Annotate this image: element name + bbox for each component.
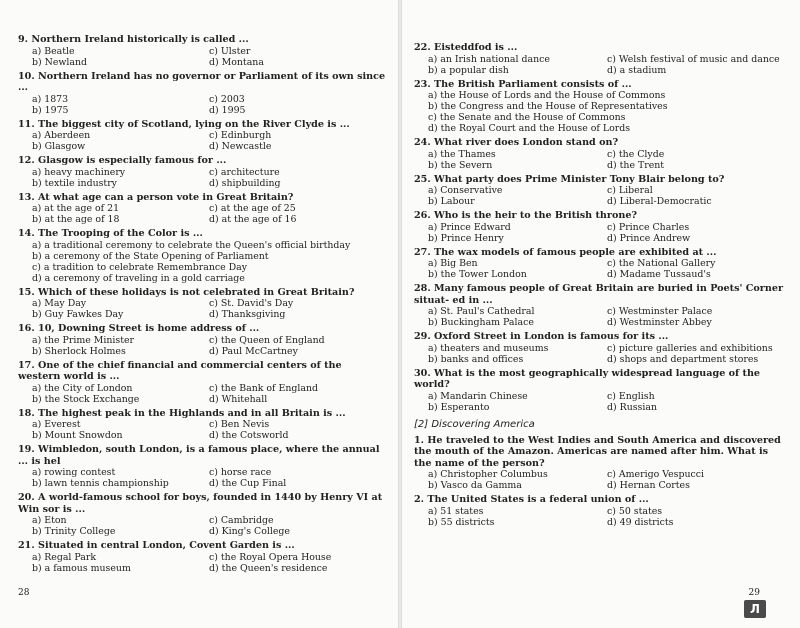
answer-options	[414, 149, 786, 171]
question-block	[414, 174, 786, 208]
answer-option: c) Welsh festival of music and dance	[607, 53, 780, 65]
question-block	[18, 323, 386, 357]
answer-option: c) at the age of 25	[209, 203, 296, 214]
answer-options	[414, 222, 786, 244]
answer-options	[18, 298, 386, 320]
answer-option: a) theaters and museums	[428, 342, 549, 354]
answer-option: d) Montana	[209, 56, 264, 68]
answer-options	[18, 383, 386, 405]
page-number-right: 29	[748, 588, 760, 598]
answer-options	[18, 94, 386, 116]
answer-option: c) St. David's Day	[209, 298, 294, 309]
answer-option: b) the Congress and the House of Representatives	[428, 101, 668, 112]
answer-option: d) shops and department stores	[607, 353, 759, 365]
answer-options	[18, 335, 386, 357]
question-block	[18, 408, 386, 442]
answer-options	[414, 391, 786, 413]
answer-options	[414, 90, 786, 134]
answer-option: a) Aberdeen	[32, 130, 91, 141]
answer-option: d) Whitehall	[209, 393, 268, 405]
answer-options	[18, 46, 386, 68]
answer-option: b) the Tower London	[428, 269, 527, 280]
answer-options	[414, 343, 786, 365]
answer-option: b) Mount Snowdon	[32, 430, 123, 441]
answer-option: a) heavy machinery	[32, 166, 126, 178]
answer-option: d) Liberal-Democratic	[607, 196, 712, 207]
answer-option: c) picture galleries and exhibitions	[607, 342, 773, 354]
question-text: 23. The British Parliament consists of ...	[414, 78, 632, 90]
answer-option: b) banks and offices	[428, 353, 524, 365]
answer-option: a) the Prime Minister	[32, 334, 135, 346]
answer-options	[414, 258, 786, 280]
answer-option: c) Liberal	[607, 185, 653, 196]
section-title: [2] Discovering America	[414, 418, 535, 430]
question-text: 16. 10, Downing Street is home address of ...	[18, 323, 260, 334]
answer-option: b) Sherlock Holmes	[32, 345, 126, 357]
question-block	[414, 283, 786, 328]
answer-option: b) Trinity College	[32, 526, 116, 537]
answer-option: a) the City of London	[32, 382, 133, 394]
answer-options	[18, 203, 386, 225]
answer-option: c) Ulster	[209, 45, 251, 57]
answer-option: a) an Irish national dance	[428, 53, 550, 65]
question-block	[18, 228, 386, 284]
answer-option: d) Westminster Abbey	[607, 317, 712, 328]
answer-option: c) Ben Nevis	[209, 419, 270, 430]
question-block	[18, 119, 386, 153]
answer-options	[414, 54, 786, 76]
answer-options	[414, 469, 786, 491]
question-block	[18, 71, 386, 116]
question-text: 30. What is the most geographically widespread language of the world?	[414, 367, 761, 390]
answer-option: d) the Trent	[607, 159, 665, 171]
question-block	[18, 192, 386, 226]
answer-option: a) Big Ben	[428, 258, 478, 269]
answer-option: a) rowing contest	[32, 467, 116, 478]
answer-option: b) 1975	[32, 104, 69, 116]
answer-option: a) St. Paul's Cathedral	[428, 306, 535, 317]
answer-option: c) 2003	[209, 93, 245, 105]
question-block	[414, 42, 786, 76]
answer-options	[18, 419, 386, 441]
answer-option: d) the Queen's residence	[209, 562, 328, 574]
question-text: 11. The biggest city of Scotland, lying on the River Clyde is ...	[18, 118, 350, 130]
question-block	[18, 360, 386, 405]
answer-option: b) a ceremony of the State Opening of Parliament	[32, 250, 269, 262]
question-text: 22. Eisteddfod is ...	[414, 42, 518, 53]
answer-option: d) shipbuilding	[209, 177, 281, 189]
answer-option: a) Beatle	[32, 45, 75, 57]
answer-option: b) Buckingham Palace	[428, 317, 534, 328]
answer-option: c) the Clyde	[607, 148, 665, 160]
answer-option: b) at the age of 18	[32, 214, 120, 225]
question-text: 14. The Trooping of the Color is ...	[18, 228, 203, 239]
answer-option: b) Esperanto	[428, 401, 490, 413]
answer-options	[18, 130, 386, 152]
answer-option: c) Prince Charles	[607, 221, 690, 233]
answer-option: d) Thanksgiving	[209, 309, 286, 320]
answer-option: a) Prince Edward	[428, 221, 511, 233]
answer-option: a) Eton	[32, 515, 67, 526]
answer-option: c) Cambridge	[209, 515, 274, 526]
right-page	[402, 0, 800, 628]
answer-option: c) Edinburgh	[209, 130, 272, 141]
question-block	[414, 137, 786, 171]
answer-option: c) English	[607, 390, 655, 402]
question-block	[414, 368, 786, 413]
answer-option: a) Conservative	[428, 185, 503, 196]
question-block	[18, 34, 386, 68]
answer-option: b) Guy Fawkes Day	[32, 309, 124, 320]
question-text: 19. Wimbledon, south London, is a famous place, where the annual ... is hel	[18, 444, 380, 467]
answer-option: b) a famous museum	[32, 562, 131, 574]
answer-option: a) Regal Park	[32, 551, 97, 563]
page-number-left: 28	[18, 588, 30, 598]
answer-option: b) a popular dish	[428, 64, 509, 76]
answer-option: a) May Day	[32, 298, 87, 309]
question-text: 13. At what age can a person vote in Great Britain?	[18, 191, 294, 203]
answer-option: c) 50 states	[607, 505, 663, 517]
answer-option: d) Russian	[607, 401, 657, 413]
question-block	[414, 494, 786, 528]
answer-option: d) 1995	[209, 104, 246, 116]
answer-option: c) Amerigo Vespucci	[607, 469, 705, 480]
answer-option: d) Prince Andrew	[607, 232, 691, 244]
left-page	[0, 0, 398, 628]
answer-option: a) the House of Lords and the House of Commons	[428, 90, 666, 101]
question-text: 18. The highest peak in the Highlands and in all Britain is ...	[18, 407, 346, 419]
answer-options	[18, 467, 386, 489]
answer-option: c) Westminster Palace	[607, 306, 713, 317]
answer-options	[414, 185, 786, 207]
answer-option: b) Prince Henry	[428, 232, 504, 244]
question-block	[18, 540, 386, 574]
question-block	[18, 287, 386, 321]
answer-option: a) 1873	[32, 93, 69, 105]
question-text: 26. Who is the heir to the British throne?	[414, 210, 638, 221]
answer-option: a) Everest	[32, 419, 81, 430]
question-text: 20. A world-famous school for boys, founded in 1440 by Henry VI at Win sor is ...	[18, 492, 383, 515]
question-block	[414, 79, 786, 135]
answer-option: d) 49 districts	[607, 516, 674, 528]
answer-option: d) Newcastle	[209, 141, 272, 152]
question-text: 28. Many famous people of Great Britain are buried in Poets' Corner situat- ed in ...	[414, 283, 783, 306]
question-text: 25. What party does Prime Minister Tony Blair belong to?	[414, 173, 725, 185]
answer-option: c) horse race	[209, 467, 272, 478]
answer-options	[18, 240, 386, 284]
question-block	[18, 444, 386, 489]
answer-option: b) textile industry	[32, 177, 117, 189]
answer-option: c) the Royal Opera House	[209, 551, 332, 563]
answer-option: a) Christopher Columbus	[428, 469, 548, 480]
question-block	[414, 435, 786, 492]
answer-option: b) lawn tennis championship	[32, 478, 169, 489]
question-block	[414, 210, 786, 244]
publisher-logo: Л	[744, 600, 766, 618]
question-text: 2. The United States is a federal union of ...	[414, 494, 649, 505]
question-block	[414, 247, 786, 281]
answer-option: c) a tradition to celebrate Remembrance Day	[32, 261, 248, 273]
answer-option: d) a ceremony of traveling in a gold carriage	[32, 272, 245, 284]
answer-option: d) Madame Tussaud's	[607, 269, 711, 280]
answer-option: b) Vasco da Gamma	[428, 480, 522, 491]
question-text: 9. Northern Ireland historically is called ...	[18, 34, 249, 45]
question-text: 24. What river does London stand on?	[414, 137, 619, 148]
answer-option: d) Hernan Cortes	[607, 480, 690, 491]
answer-option: d) Paul McCartney	[209, 345, 298, 357]
question-text: 1. He traveled to the West Indies and South America and discovered the mouth of the Amazon. Americas are named after him. What is the name of the person?	[414, 434, 781, 469]
answer-option: d) at the age of 16	[209, 214, 297, 225]
answer-option: c) the Senate and the House of Commons	[428, 112, 626, 123]
question-block	[414, 331, 786, 365]
question-text: 29. Oxford Street in London is famous for its ...	[414, 331, 669, 342]
answer-option: d) King's College	[209, 526, 290, 537]
question-text: 17. One of the chief financial and commercial centers of the western world is ...	[18, 359, 342, 382]
answer-option: d) the Cotsworld	[209, 430, 289, 441]
answer-option: b) 55 districts	[428, 516, 495, 528]
answer-option: b) Newland	[32, 56, 88, 68]
answer-options	[18, 515, 386, 537]
question-block	[18, 492, 386, 537]
answer-option: a) Mandarin Chinese	[428, 390, 528, 402]
answer-option: c) architecture	[209, 166, 280, 178]
answer-options	[18, 552, 386, 574]
answer-option: c) the Bank of England	[209, 382, 319, 394]
answer-option: a) the Thames	[428, 148, 496, 160]
answer-option: b) the Severn	[428, 159, 493, 171]
question-text: 15. Which of these holidays is not celebrated in Great Britain?	[18, 286, 355, 298]
answer-option: a) a traditional ceremony to celebrate the Queen's official birthday	[32, 239, 351, 251]
answer-option: d) the Royal Court and the House of Lords	[428, 123, 631, 134]
answer-option: c) the National Gallery	[607, 258, 716, 269]
question-text: 27. The wax models of famous people are exhibited at ...	[414, 246, 717, 258]
answer-option: d) a stadium	[607, 64, 667, 76]
question-text: 21. Situated in central London, Covent Garden is ...	[18, 540, 295, 551]
answer-option: b) the Stock Exchange	[32, 393, 140, 405]
question-text: 12. Glasgow is especially famous for ...	[18, 155, 227, 166]
question-block	[18, 155, 386, 189]
answer-option: b) Glasgow	[32, 141, 86, 152]
answer-option: a) at the age of 21	[32, 203, 120, 214]
answer-option: a) 51 states	[428, 505, 484, 517]
answer-option: b) Labour	[428, 196, 475, 207]
answer-option: d) the Cup Final	[209, 478, 287, 489]
answer-options	[18, 167, 386, 189]
answer-options	[414, 306, 786, 328]
answer-options	[414, 506, 786, 528]
answer-option: c) the Queen of England	[209, 334, 325, 346]
question-text: 10. Northern Ireland has no governor or Parliament of its own since ...	[18, 70, 386, 93]
